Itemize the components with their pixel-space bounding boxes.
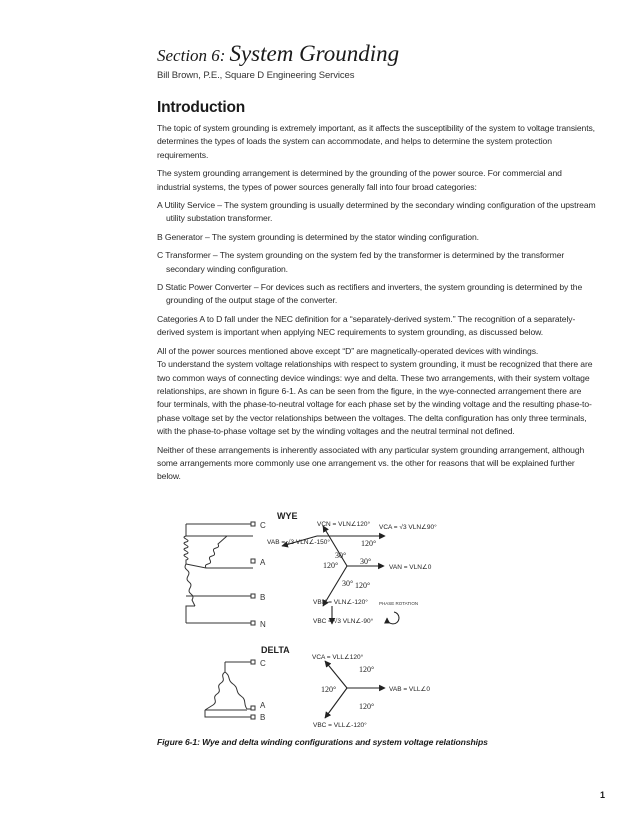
phase-rotation-icon [387, 612, 399, 624]
wye-terminal-b: B [260, 593, 266, 602]
wye-angle-6: 30° [342, 579, 354, 588]
wye-vbc-label: VBC = √3 VLN∠-90° [313, 618, 374, 625]
delta-terminal-c: C [260, 659, 266, 668]
wye-vbn-label: VBN = VLN∠-120° [313, 599, 368, 606]
section-header [157, 41, 399, 81]
delta-vbc-label: VBC = VLL∠-120° [313, 722, 367, 729]
section-name: System Grounding [229, 41, 400, 66]
body-column [157, 99, 597, 489]
wye-angle-2: 120° [361, 539, 377, 548]
paragraph-voltage-relationships: To understand the system voltage relationships with respect to system grounding, it must be recognized that there are two common ways of connecting device windings: wye and delta. These two arrangements, with their system voltage relationships, are shown in figure 6-1. As can be seen from the figure, in the wye-connected arrangement there are four terminals, with the phase-to-neutral voltage for each phase set by the winding voltage and the resulting phase-to-phase voltage set by the vector relationships between the voltages. The delta configuration has only three terminals, with the phase-to-phase voltage set by the winding voltages and the neutral terminal not defined. [157, 359, 593, 437]
wye-label: WYE [277, 511, 298, 521]
delta-terminal-b: B [260, 713, 266, 722]
wye-angle-1: 30° [335, 551, 347, 560]
paragraph-neither: Neither of these arrangements is inherently associated with any particular system grounding arrangement, although some arrangements more commonly use one arrangement vs. the other for reasons that will be explained further below. [157, 444, 585, 482]
page-number: 1 [600, 790, 606, 800]
delta-vab-label: VAB = VLL∠0 [389, 686, 430, 693]
delta-vca-label: VCA = VLL∠120° [312, 654, 364, 661]
wye-vab-label: VAB = √3 VLN∠-150° [267, 539, 331, 546]
delta-angle-2: 120° [321, 685, 337, 694]
figure-6-1 [157, 506, 577, 732]
wye-delta-diagram [157, 506, 577, 732]
list-item-static-converter: D Static Power Converter – For devices such as rectifiers and inverters, the system grounding is determined by the grounding of the output stage of the converter. [157, 282, 583, 306]
paragraph-categories: Categories A to D fall under the NEC definition for a “separately-derived system.” The recognition of a separately-derived system is important when applying NEC requirements to system grounding, as discussed below. [157, 313, 576, 338]
section-title [157, 41, 399, 67]
wye-vca-label: VCA = √3 VLN∠90° [379, 524, 437, 531]
delta-winding-schematic [205, 662, 253, 717]
figure-caption: Figure 6-1: Wye and delta winding configurations and system voltage relationships [157, 737, 488, 747]
wye-vcn-label: VCN = VLN∠120° [317, 521, 371, 528]
author-line: Bill Brown, P.E., Square D Engineering Services [157, 70, 355, 81]
list-item-generator: B Generator – The system grounding is determined by the stator winding configuration. [157, 231, 479, 242]
wye-terminal-c: C [260, 521, 266, 530]
list-item-transformer: C Transformer – The system grounding on the system fed by the transformer is determined by the transformer secondary winding configuration. [157, 250, 565, 274]
list-item-utility-service: A Utility Service – The system grounding is usually determined by the secondary winding configuration of the upstream utility substation transformer. [157, 200, 596, 224]
delta-angle-3: 120° [359, 702, 375, 711]
introduction-heading: Introduction [157, 99, 245, 116]
wye-angle-4: 120° [323, 561, 339, 570]
wye-terminal-n: N [260, 620, 266, 629]
delta-label: DELTA [261, 645, 290, 655]
delta-angle-1: 120° [359, 665, 375, 674]
wye-terminal-a: A [260, 558, 266, 567]
wye-van-label: VAN = VLN∠0 [389, 564, 432, 571]
wye-angle-3: 30° [360, 557, 372, 566]
paragraph-topic: The topic of system grounding is extremely important, as it affects the susceptibility of the system to voltage transients, determines the types of loads the system can accommodate, and helps to determine the system protection requirements. [157, 123, 595, 160]
wye-terminal-markers [251, 522, 255, 625]
wye-angle-5: 120° [355, 581, 371, 590]
phase-rotation-label: PHASE ROTATION [379, 601, 419, 606]
delta-terminal-markers [251, 660, 255, 719]
section-number: Section 6: [157, 46, 226, 65]
paragraph-arrangement: The system grounding arrangement is determined by the grounding of the power source. For commercial and industrial systems, the types of power sources generally fall into four broad categories: [157, 168, 562, 192]
delta-terminal-a: A [260, 701, 266, 710]
wye-winding-schematic [184, 524, 253, 623]
paragraph-power-sources: All of the power sources mentioned above except “D” are magnetically-operated devices with windings. [157, 345, 539, 356]
